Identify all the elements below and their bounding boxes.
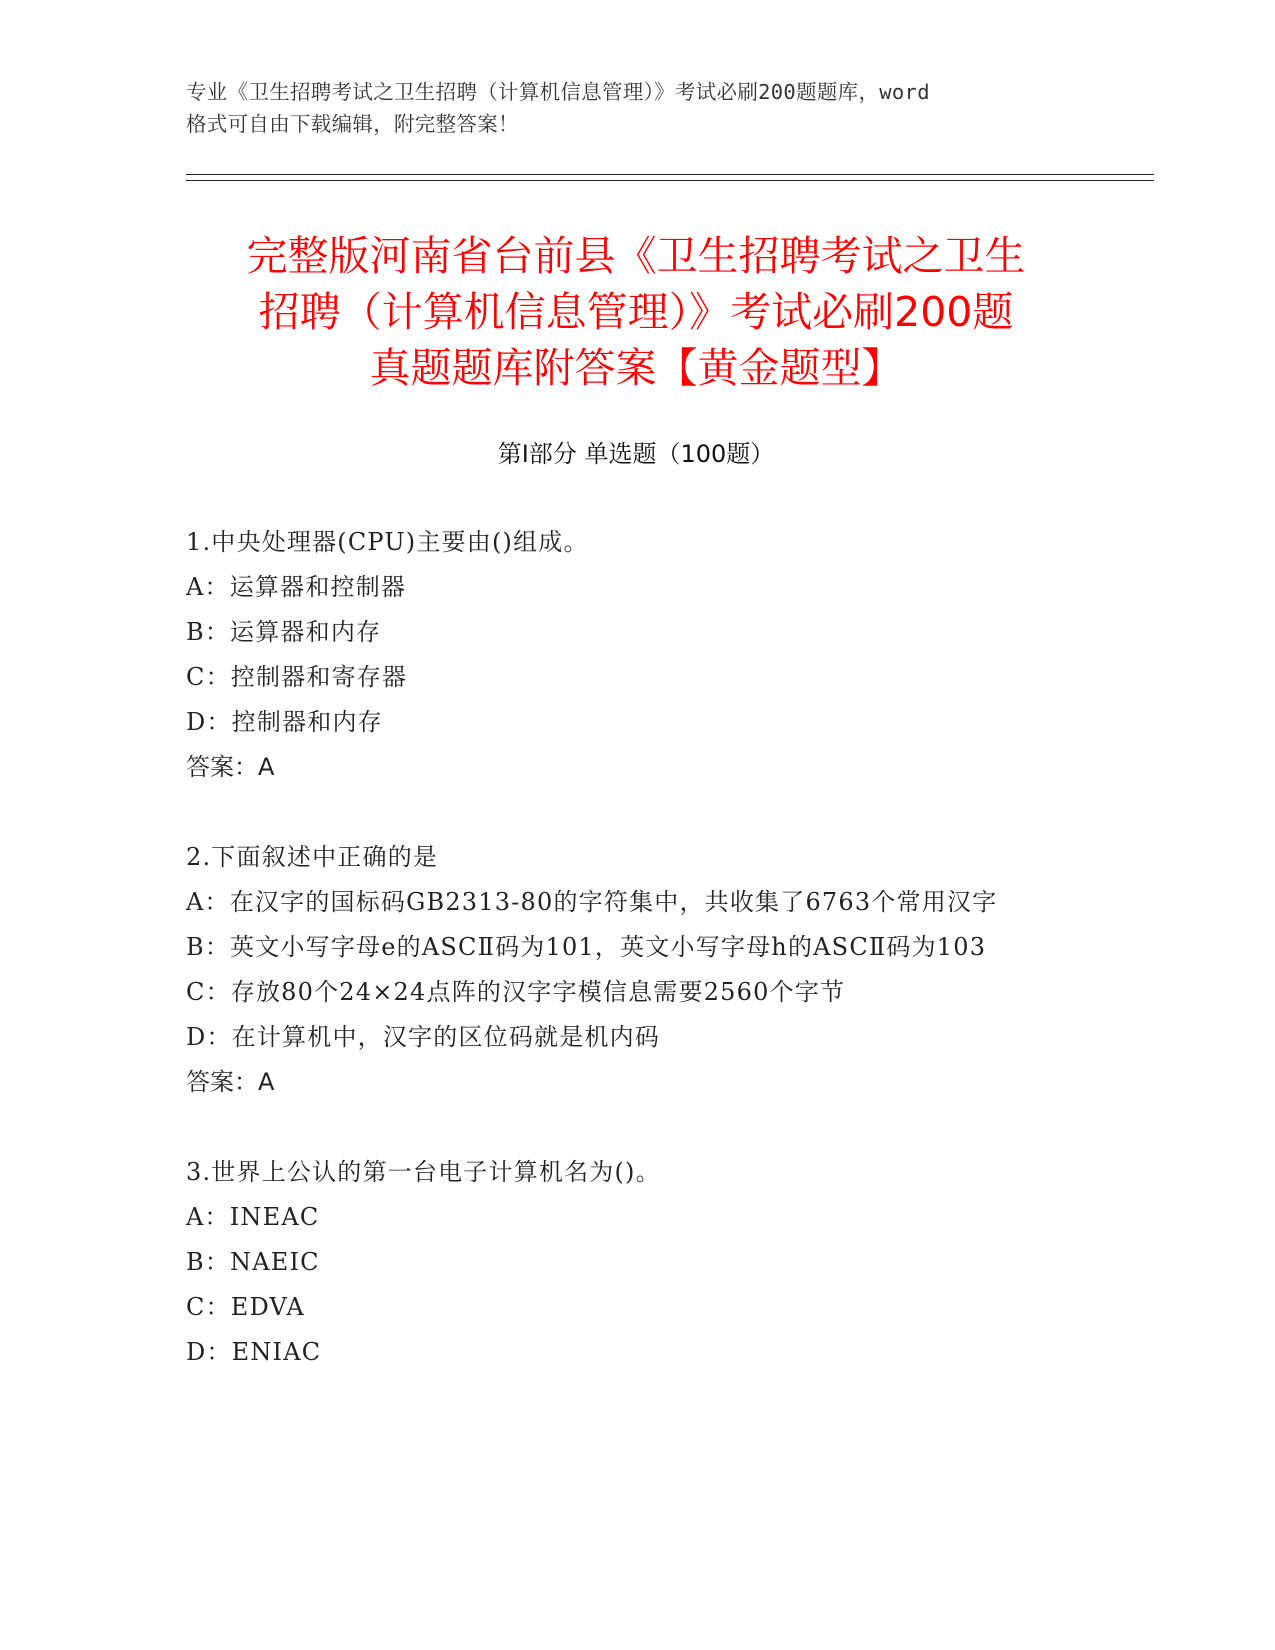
section-heading: 第Ⅰ部分 单选题（100题） <box>497 440 775 468</box>
header-note-line-2: 格式可自由下载编辑，附完整答案！ <box>186 112 519 136</box>
option-d: D：ENIAC <box>186 1338 322 1366</box>
question-3 <box>186 1150 1066 1375</box>
option-c: C：控制器和寄存器 <box>186 663 408 691</box>
title-line-3: 真题题库附答案【黄金题型】 <box>369 344 903 392</box>
option-a: A：INEAC <box>186 1203 320 1231</box>
answer-label: 答案：A <box>186 1068 275 1096</box>
answer-label: 答案：A <box>186 753 275 781</box>
document-title <box>186 228 1086 396</box>
question-stem: 2.下面叙述中正确的是 <box>186 843 439 871</box>
header-divider-top <box>186 174 1154 175</box>
question-list <box>186 520 1066 1420</box>
option-a: A：运算器和控制器 <box>186 573 407 601</box>
option-d: D：在计算机中，汉字的区位码就是机内码 <box>186 1023 661 1051</box>
question-stem: 3.世界上公认的第一台电子计算机名为()。 <box>186 1158 661 1186</box>
title-line-2: 招聘（计算机信息管理）》考试必刷200题 <box>258 288 1014 336</box>
header-divider-bottom <box>186 180 1154 181</box>
option-b: B：运算器和内存 <box>186 618 382 646</box>
question-1 <box>186 520 1066 790</box>
option-b: B：英文小写字母e的ASCⅡ码为101，英文小写字母h的ASCⅡ码为103 <box>186 933 987 961</box>
title-line-1: 完整版河南省台前县《卫生招聘考试之卫生 <box>246 232 1026 280</box>
option-c: C：存放80个24×24点阵的汉字字模信息需要2560个字节 <box>186 978 846 1006</box>
question-2 <box>186 835 1066 1105</box>
header-note-line-1: 专业《卫生招聘考试之卫生招聘（计算机信息管理）》考试必刷200题题库，word <box>186 80 930 104</box>
option-b: B：NAEIC <box>186 1248 320 1276</box>
option-c: C：EDVA <box>186 1293 305 1321</box>
option-d: D：控制器和内存 <box>186 708 383 736</box>
option-a: A：在汉字的国标码GB2313-80的字符集中，共收集了6763个常用汉字 <box>186 888 998 916</box>
question-stem: 1.中央处理器(CPU)主要由()组成。 <box>186 528 589 556</box>
header-note <box>186 76 1086 140</box>
